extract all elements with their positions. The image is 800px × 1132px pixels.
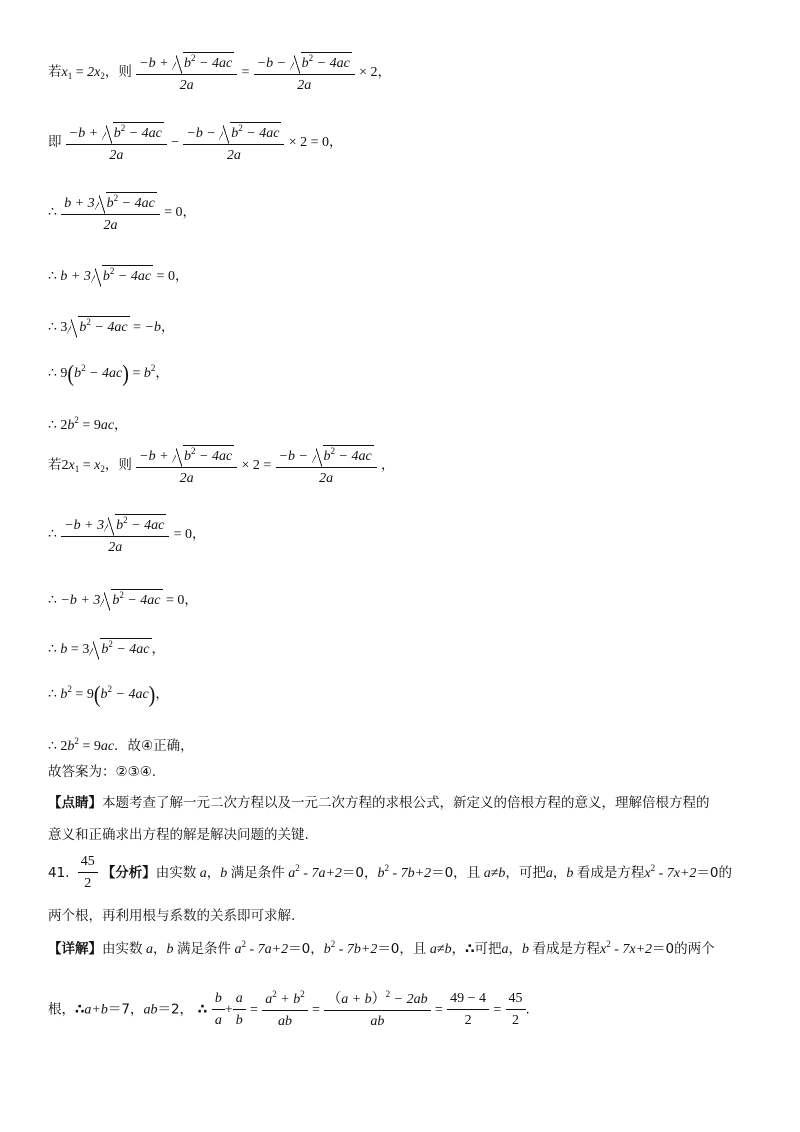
ruo-label: 若 <box>48 64 62 80</box>
line-5: ∴ 3 $b^2 - 4ac = -b$， <box>48 317 175 335</box>
fraction: $\frac{45}{2}$ <box>506 992 526 1028</box>
fraction: $\frac{-b + 3 b^2 - 4ac}{2a}$ <box>61 514 169 555</box>
line-8: 若$2x_1 = x_2$，则 $\frac{-b + b^2 - 4ac}{2a}$ × 2 = $\frac{-b - b^2 - 4ac}{2a}$ ， <box>48 446 395 486</box>
fraction: $\frac{-b - b^2 - 4ac}{2a}$ <box>254 52 355 93</box>
fraction: $\frac{b + 3 b^2 - 4ac}{2a}$ <box>61 192 160 233</box>
line-2: 即 $\frac{-b + b^2 - 4ac}{2a}$ − $\frac{-b - b^2 - 4ac}{2a}$ × 2 = 0， <box>48 123 343 163</box>
fraction: $\frac{-b + b^2 - 4ac}{2a}$ <box>136 52 237 93</box>
line-6: ∴ $9(b^2 - 4ac) = b^2$， <box>48 361 169 387</box>
dianjing-line-2: 意义和正确求出方程的解是解决问题的关键. <box>48 827 309 843</box>
fraction: $\frac{(a + b)^2 - 2ab}{ab}$ <box>324 990 430 1029</box>
answer-line: 故答案为：②③④. <box>48 764 157 780</box>
q41-line-2: 两个根，再利用根与系数的关系即可求解. <box>48 908 296 924</box>
fenxi-tag: 【分析】 <box>101 865 156 881</box>
ze-label: ，则 <box>104 64 132 80</box>
conclusion-4: 故④正确， <box>127 738 194 754</box>
line-13: ∴ $2b^2 = 9ac$．故④正确， <box>48 736 194 754</box>
fraction: $\frac{-b + b^2 - 4ac}{2a}$ <box>136 445 237 486</box>
dianjing-line-1: 【点睛】本题考查了解一元二次方程以及一元二次方程的求根公式，新定义的倍根方程的意义，理解倍根方程的 <box>48 795 710 811</box>
line-7: ∴ $2b^2 = 9ac$， <box>48 415 128 433</box>
line-12: ∴ $b^2 = 9(b^2 - 4ac)$， <box>48 682 169 708</box>
line-4: ∴ b + 3 $b^2 - 4ac = 0$， <box>48 266 189 284</box>
line-11: ∴ b = 3 $b^2 - 4ac$ ， <box>48 639 165 657</box>
answer-fraction: $\frac{45}{2}$ <box>78 855 98 891</box>
question-number: 41. <box>48 865 70 881</box>
xiangjie-line-1: 【详解】由实数 a，b 满足条件 $a^2 - 7a+2=0$，$b^2 - 7b+2=0$，且 a≠b，∴可把a，b 看成是方程$x^2 - 7x+2=0$的两个 <box>48 939 715 957</box>
line-9: ∴ $\frac{-b + 3 b^2 - 4ac}{2a}$ = 0， <box>48 515 206 555</box>
fraction: $\frac{a}{b}$ <box>233 992 246 1028</box>
fraction: $\frac{b}{a}$ <box>212 992 225 1028</box>
fraction: $\frac{a^2 + b^2}{ab}$ <box>262 990 307 1029</box>
dianjing-tag: 【点睛】 <box>48 795 102 811</box>
xiangjie-tag: 【详解】 <box>48 941 102 957</box>
line-10: ∴ −b + 3 $b^2 - 4ac = 0$， <box>48 590 198 608</box>
ji-label: 即 <box>48 134 62 150</box>
fraction: $\frac{-b - b^2 - 4ac}{2a}$ <box>183 122 284 163</box>
fraction: $\frac{-b + b^2 - 4ac}{2a}$ <box>66 122 167 163</box>
fraction: $\frac{49 - 4}{2}$ <box>447 992 489 1028</box>
xiangjie-line-2: 根，∴a+b＝7，ab＝2， ∴ $\frac{b}{a}$ + $\frac{a}{b}$ = $\frac{a^2 + b^2}{ab}$ = $\frac{(a + b)^2 - 2ab}{ab}$ = $\frac{49 - 4}{2}$ = $\frac{45}{2}$ . <box>48 989 530 1029</box>
line-1: 若$x_1 = 2x_2$，则 $\frac{-b + b^2 - 4ac}{2a}$ = $\frac{-b - b^2 - 4ac}{2a}$ × 2， <box>48 53 391 93</box>
line-3: ∴ $\frac{b + 3 b^2 - 4ac}{2a}$ = 0， <box>48 193 197 233</box>
q41-line-1: 41. $\frac{45}{2}$ 【分析】由实数 a，b 满足条件 $a^2 - 7a+2=0$，$b^2 - 7b+2=0$，且 a≠b，可把a，b 看成是方程$x^2 - 7x+2=0$的 <box>48 854 733 891</box>
fraction: $\frac{-b - b^2 - 4ac}{2a}$ <box>276 445 377 486</box>
